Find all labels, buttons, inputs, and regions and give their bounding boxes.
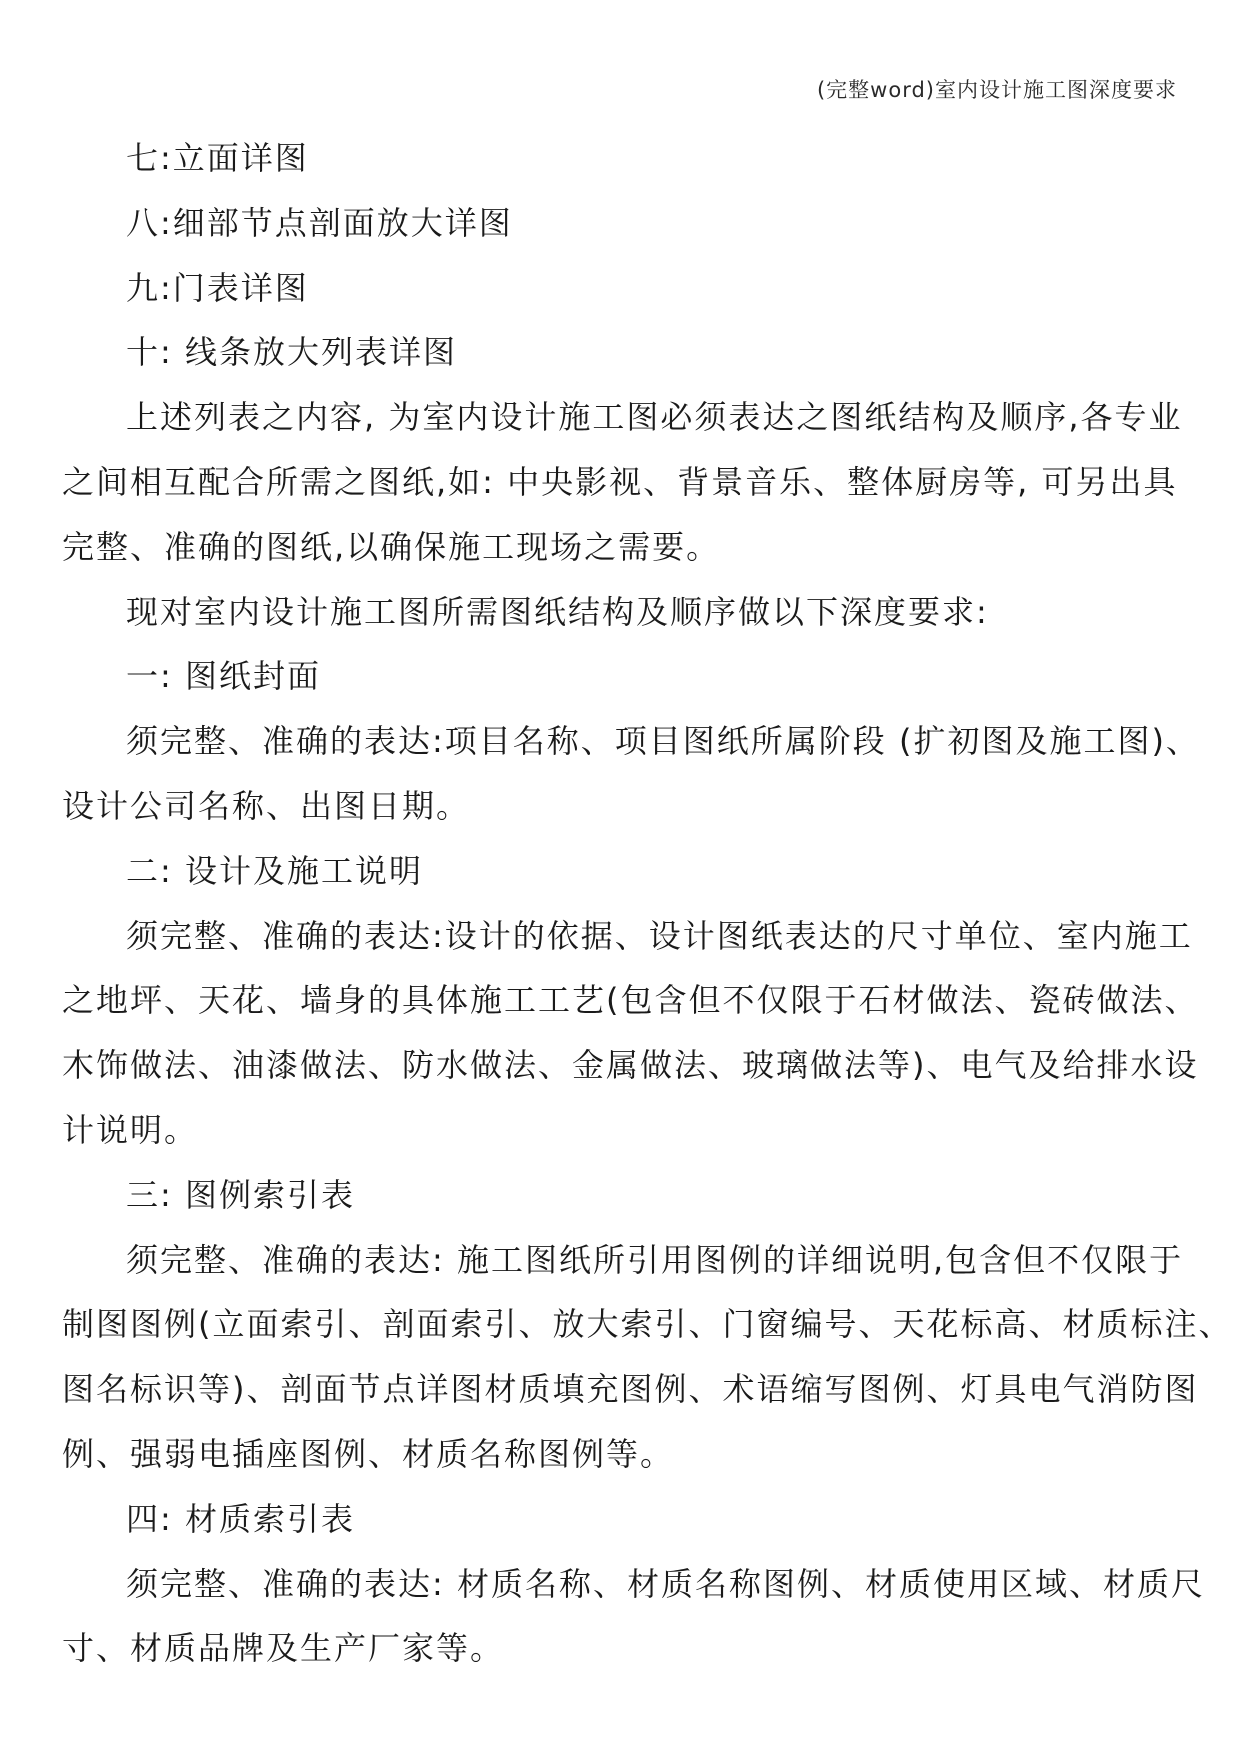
paragraph-line: 设计公司名称、出图日期。 [62,786,471,825]
section-heading: 二: 设计及施工说明 [126,851,423,890]
paragraph-line: 之间相互配合所需之图纸,如: 中央影视、背景音乐、整体厨房等, 可另出具 [62,462,1178,501]
paragraph-line: 完整、准确的图纸,以确保施工现场之需要。 [62,527,721,566]
paragraph-line: 之地坪、天花、墙身的具体施工工艺(包含但不仅限于石材做法、瓷砖做法、 [62,981,1199,1020]
section-heading: 四: 材质索引表 [126,1499,355,1538]
paragraph-line: 现对室内设计施工图所需图纸结构及顺序做以下深度要求: [126,592,989,631]
paragraph-line: 须完整、准确的表达: 材质名称、材质名称图例、材质使用区域、材质尺 [126,1564,1205,1603]
paragraph-line: 制图图例(立面索引、剖面索引、放大索引、门窗编号、天花标高、材质标注、 [62,1305,1233,1344]
body-text [62,126,1233,1681]
running-header: (完整word)室内设计施工图深度要求 [816,78,1177,102]
paragraph-line: 寸、材质品牌及生产厂家等。 [62,1629,505,1668]
section-heading: 八:细部节点剖面放大详图 [126,203,513,242]
section-heading: 一: 图纸封面 [126,657,321,696]
section-heading: 七:立面详图 [126,139,309,177]
paragraph-line: 木饰做法、油漆做法、防水做法、金属做法、玻璃做法等)、电气及给排水设 [62,1046,1199,1085]
section-heading: 三: 图例索引表 [126,1175,355,1214]
section-heading: 九:门表详图 [126,268,309,307]
paragraph-line: 须完整、准确的表达:项目名称、项目图纸所属阶段 (扩初图及施工图)、 [126,722,1200,761]
paragraph-line: 图名标识等)、剖面节点详图材质填充图例、术语缩写图例、灯具电气消防图 [62,1370,1199,1409]
paragraph-line: 计说明。 [62,1110,199,1149]
section-heading: 十: 线条放大列表详图 [126,333,457,372]
paragraph-line: 例、强弱电插座图例、材质名称图例等。 [62,1434,675,1473]
paragraph-line: 上述列表之内容, 为室内设计施工图必须表达之图纸结构及顺序,各专业 [126,398,1183,437]
paragraph-line: 须完整、准确的表达:设计的依据、设计图纸表达的尺寸单位、室内施工 [126,916,1193,955]
paragraph-line: 须完整、准确的表达: 施工图纸所引用图例的详细说明,包含但不仅限于 [126,1240,1184,1279]
